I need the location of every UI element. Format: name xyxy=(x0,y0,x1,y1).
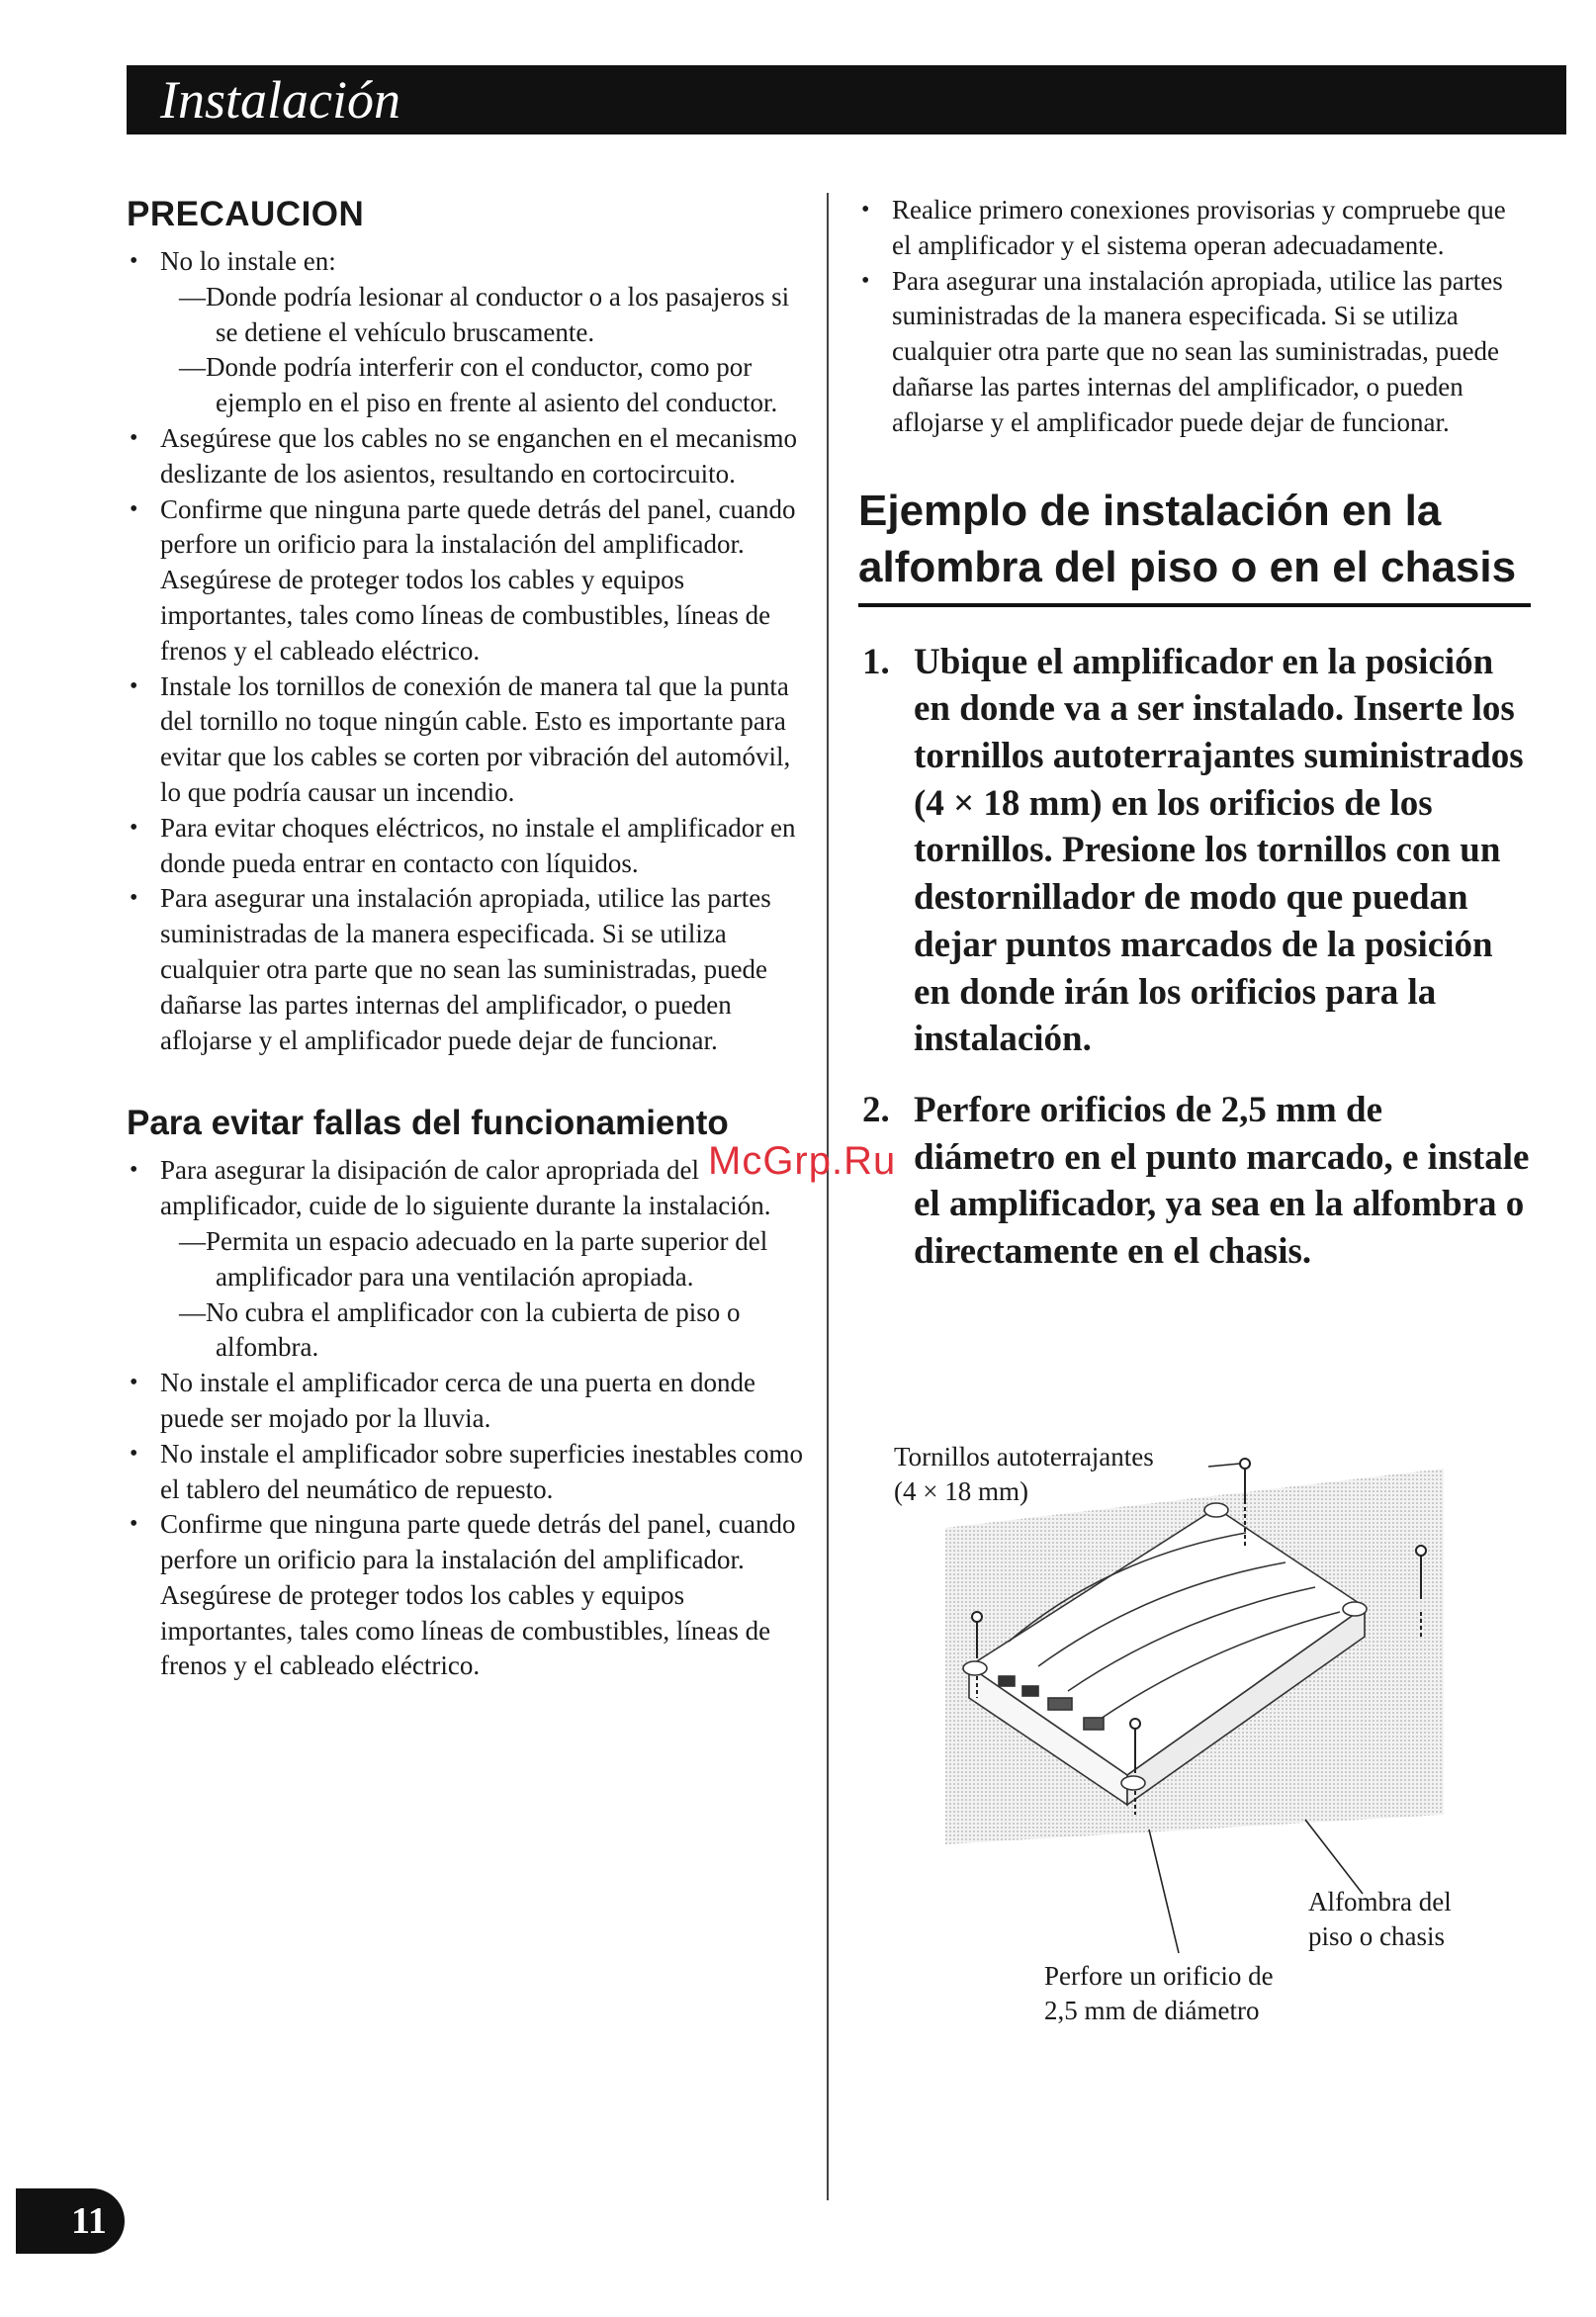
list-item xyxy=(127,1153,804,1366)
step-item xyxy=(858,639,1531,1063)
precaucion-list xyxy=(127,244,804,1058)
watermark: McGrp.Ru xyxy=(708,1139,897,1183)
left-column xyxy=(127,193,804,1684)
ejemplo-heading-line2: alfombra del piso o en el chasis xyxy=(858,542,1517,591)
step-number: 2. xyxy=(862,1089,890,1130)
list-item: • Para asegurar una instalación apropiada, utilice las partes suministradas de la manera especificada. Si se utiliza cualquier otra parte que no sean las suministradas, puede dañarse las partes internas del amplificador, o pueden aflojarse y el amplificador puede dejar de funcionar. xyxy=(127,881,804,1058)
section-header-bar xyxy=(127,65,1566,134)
page-number: 11 xyxy=(71,2200,107,2242)
section-title: Instalación xyxy=(160,70,400,130)
precaucion-heading: PRECAUCION xyxy=(127,195,365,233)
drill-label-line2: 2,5 mm de diámetro xyxy=(1044,1996,1260,2025)
step-text: Perfore orificios de 2,5 mm de diámetro en el punto marcado, e instale el amplificador, ya sea en la alfombra o directamente en el chasis. xyxy=(914,1089,1530,1273)
leader-line xyxy=(1208,1464,1240,1467)
leader-line xyxy=(1305,1820,1363,1894)
screws-label: Tornillos autoterrajantes xyxy=(894,1442,1154,1471)
step-item xyxy=(858,1087,1531,1276)
step-number: 1. xyxy=(862,641,890,682)
list-item: • Para evitar choques eléctricos, no instale el amplificador en donde pueda entrar en contacto con líquidos. xyxy=(127,811,804,882)
list-item-text: Para asegurar la disipación de calor apropriada del amplificador, cuide de lo siguiente durante la instalación. xyxy=(160,1155,771,1221)
right-bullet-list xyxy=(858,193,1531,441)
screws-size-label: (4 × 18 mm) xyxy=(894,1476,1028,1506)
list-item: • Para asegurar una instalación apropiada, utilice las partes suministradas de la manera especificada. Si se utiliza cualquier otra parte que no sean las suministradas, puede dañarse las partes internas del amplificador, o pueden aflojarse y el amplificador puede dejar de funcionar. xyxy=(858,264,1531,441)
list-item: • Asegúrese que los cables no se enganchen en el mecanismo deslizante de los asientos, resultando en cortocircuito. xyxy=(127,421,804,492)
sub-item: —Donde podría interferir con el conductor, como por ejemplo en el piso en frente al asiento del conductor. xyxy=(179,352,778,418)
right-column xyxy=(858,193,1531,1299)
step-text: Ubique el amplificador en la posición en donde va a ser instalado. Inserte los tornillos autoterrajantes suministrados (4 × 18 mm) en los orificios de los tornillos. Presione los tornillos con un destornillador de modo que puedan dejar puntos marcados de la posición en donde irán los orificios para la instalación. xyxy=(914,641,1524,1060)
leader-line xyxy=(1149,1829,1179,1953)
sub-item: —Donde podría lesionar al conductor o a los pasajeros si se detiene el vehículo bruscamente. xyxy=(179,281,790,347)
ejemplo-heading xyxy=(858,483,1531,595)
installation-figure xyxy=(890,1439,1473,2032)
list-item: • Confirme que ninguna parte quede detrás del panel, cuando perfore un orificio para la instalación del amplificador. Asegúrese de proteger todos los cables y equipos importantes, tales como líneas de combustibles, líneas de frenos y el cableado eléctrico. xyxy=(127,492,804,669)
list-item: • Instale los tornillos de conexión de manera tal que la punta del tornillo no toque ningún cable. Esto es importante para evitar que los cables se corten por vibración del automóvil, lo que podría causar un incendio. xyxy=(127,669,804,811)
column-divider xyxy=(827,193,829,2200)
fallas-heading: Para evitar fallas del funcionamiento xyxy=(127,1104,729,1143)
ejemplo-heading-line1: Ejemplo de instalación en la xyxy=(858,486,1442,535)
list-item-text: No lo instale en: xyxy=(160,246,336,276)
sub-item: —No cubra el amplificador con la cubierta de piso o alfombra. xyxy=(179,1296,741,1363)
steps-list xyxy=(858,639,1531,1276)
drill-label-line1: Perfore un orificio de xyxy=(1044,1961,1274,1991)
list-item: • Confirme que ninguna parte quede detrás del panel, cuando perfore un orificio para la instalación del amplificador. Asegúrese de proteger todos los cables y equipos importantes, tales como líneas de combustibles, líneas de frenos y el cableado eléctrico. xyxy=(127,1507,804,1684)
heading-rule xyxy=(858,603,1531,607)
list-item: • No instale el amplificador cerca de una puerta en donde puede ser mojado por la lluvia. xyxy=(127,1366,804,1437)
list-item: • Realice primero conexiones provisorias y compruebe que el amplificador y el sistema operan adecuadamente. xyxy=(858,193,1531,264)
fallas-list xyxy=(127,1153,804,1684)
carpet-label-line2: piso o chasis xyxy=(1308,1921,1445,1951)
list-item xyxy=(127,244,804,421)
list-item: • No instale el amplificador sobre superficies inestables como el tablero del neumático de repuesto. xyxy=(127,1437,804,1508)
page-number-tab xyxy=(16,2188,125,2254)
sub-item: —Permita un espacio adecuado en la parte superior del amplificador para una ventilación apropiada. xyxy=(179,1225,768,1292)
carpet-label-line1: Alfombra del xyxy=(1308,1887,1452,1916)
